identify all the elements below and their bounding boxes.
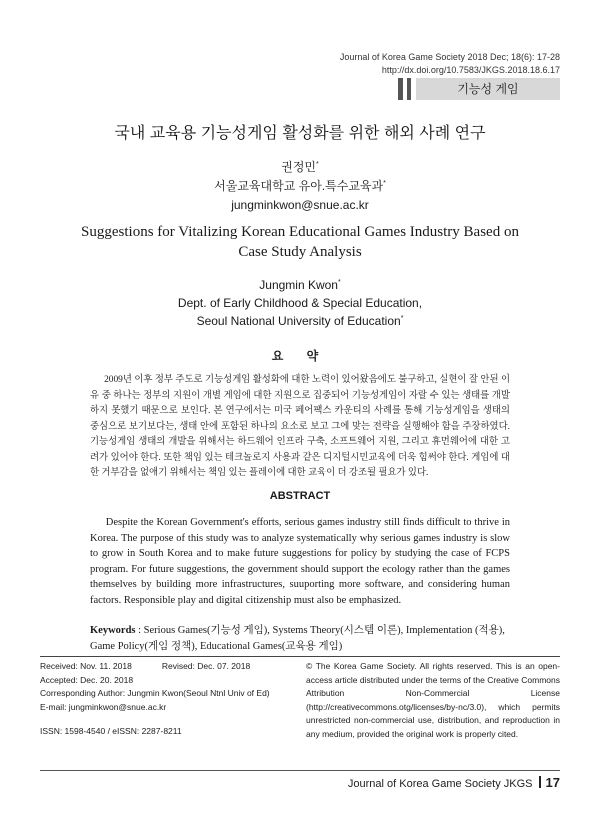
- copyright-notice: © The Korea Game Society. All rights reserved. This is an open-access article distributed under the terms of the Creative Commons Attribution Non-Commercial License (http://creativecommons.otg/licenses/by-nc/3.0), which permits unrestricted non-commercial use, distribution, and reproduction in any medium, provided the original work is properly cited.: [306, 661, 560, 739]
- abstract-body-english: Despite the Korean Government's efforts, serious games industry still finds difficult to thrive in Korea. The purpose of this study was to analyze systematically why serious games industry is slow to grow in South Korea and to make future suggestions for policy by studying the case of FCPS program. For future suggestions, the government should support the ecology rather than the games themselves by building more infrastructures, suuporting more software, and considering human factors. Responsible play and digital citizenship must also be emphasized.: [90, 517, 510, 606]
- section-tag-bar: [407, 78, 411, 100]
- author-email[interactable]: jungminkwon@snue.ac.kr: [231, 198, 369, 212]
- author-university: Seoul National University of Education: [196, 314, 401, 328]
- abstract-heading-english: ABSTRACT: [269, 490, 331, 502]
- footer-divider: [40, 770, 560, 771]
- corresponding-email[interactable]: E-mail: jungminkwon@snue.ac.kr: [40, 701, 167, 712]
- section-tag-bar: [398, 78, 403, 100]
- section-tag: [398, 78, 560, 100]
- abstract-body-korean: 2009년 이후 정부 주도로 기능성게임 활성화에 대한 노력이 있어왔음에도 불구하고, 실현이 잘 안된 이유 중 하나는 정부의 지원이 개별 게임에 대한 지원으로 집중되어 기능성게임이 자랄 수 있는 생태를 개발하지 못했기 때문으로 보인다. 본 연구에서는 미국 페어팩스 카운티의 사례를 통해 기능성게임을 생태의 중심으로 보기보다는, 생태 안에 포함된 하나의 요소로 보고 그에 맞는 전략을 실행해야 함을 주장하였다. 기능성게임 생태의 개발을 위해서는 하드웨어 인프라 구축, 소프트웨어 지원, 그리고 휴먼웨어에 대한 고려가 있어야 한다. 또한 책임 있는 테크놀로지 사용과 같은 디지털시민교육에 더욱 힘써야 한다. 게임에 대한 거부감을 없애기 위해서는 책임 있는 플레이에 대한 교육이 더 강조될 필요가 있다.: [90, 375, 510, 478]
- author-affiliation-korean: 서울교육대학교 유아.특수교육과: [214, 179, 384, 193]
- received-date: Received: Nov. 11. 2018: [40, 661, 132, 671]
- author-block-korean: [40, 158, 560, 215]
- page-footer: [348, 775, 560, 790]
- footer-journal-name: Journal of Korea Game Society JKGS: [347, 778, 533, 790]
- section-tag-label: 기능성 게임: [416, 78, 560, 100]
- accepted-date: Accepted: Dec. 20. 2018: [40, 674, 134, 685]
- keywords: [90, 623, 510, 654]
- author-block-english: [40, 276, 560, 330]
- author-mark: *: [316, 161, 319, 168]
- paper-title-english: Suggestions for Vitalizing Korean Educational Games Industry Based on Case Study Analysis: [81, 224, 519, 260]
- issn: ISSN: 1598-4540 / eISSN: 2287-8211: [40, 726, 182, 736]
- journal-citation-block: [340, 51, 560, 77]
- metadata-divider: [40, 656, 560, 657]
- paper-title-korean: 국내 교육용 기능성게임 활성화를 위한 해외 사례 연구: [114, 125, 486, 142]
- keywords-label: Keywords: [90, 625, 136, 636]
- author-mark: *: [383, 180, 386, 187]
- revised-date: Revised: Dec. 07. 2018: [161, 661, 251, 671]
- abstract-heading-korean: 요 약: [271, 349, 329, 363]
- author-name-korean: 권정민: [281, 160, 317, 174]
- author-mark: *: [337, 279, 341, 286]
- author-name-english: Jungmin Kwon: [259, 278, 338, 292]
- article-history: [40, 660, 300, 739]
- doi-link[interactable]: http://dx.doi.org/10.7583/JKGS.2018.18.6.17: [381, 65, 560, 75]
- keywords-list: : Serious Games(기능성 게임), Systems Theory(시스템 이론), Implementation (적용), Game Policy(게임 정책), Educational Games(교육용 게임): [90, 625, 505, 652]
- author-department: Dept. of Early Childhood & Special Education,: [177, 296, 423, 310]
- author-mark: *: [400, 315, 404, 322]
- corresponding-author: Corresponding Author: Jungmin Kwon(Seoul Ntnl Univ of Ed): [40, 688, 270, 698]
- page-number: 17: [545, 775, 560, 790]
- journal-citation: Journal of Korea Game Society 2018 Dec; 18(6): 17-28: [339, 52, 560, 62]
- footer-separator: [539, 776, 541, 788]
